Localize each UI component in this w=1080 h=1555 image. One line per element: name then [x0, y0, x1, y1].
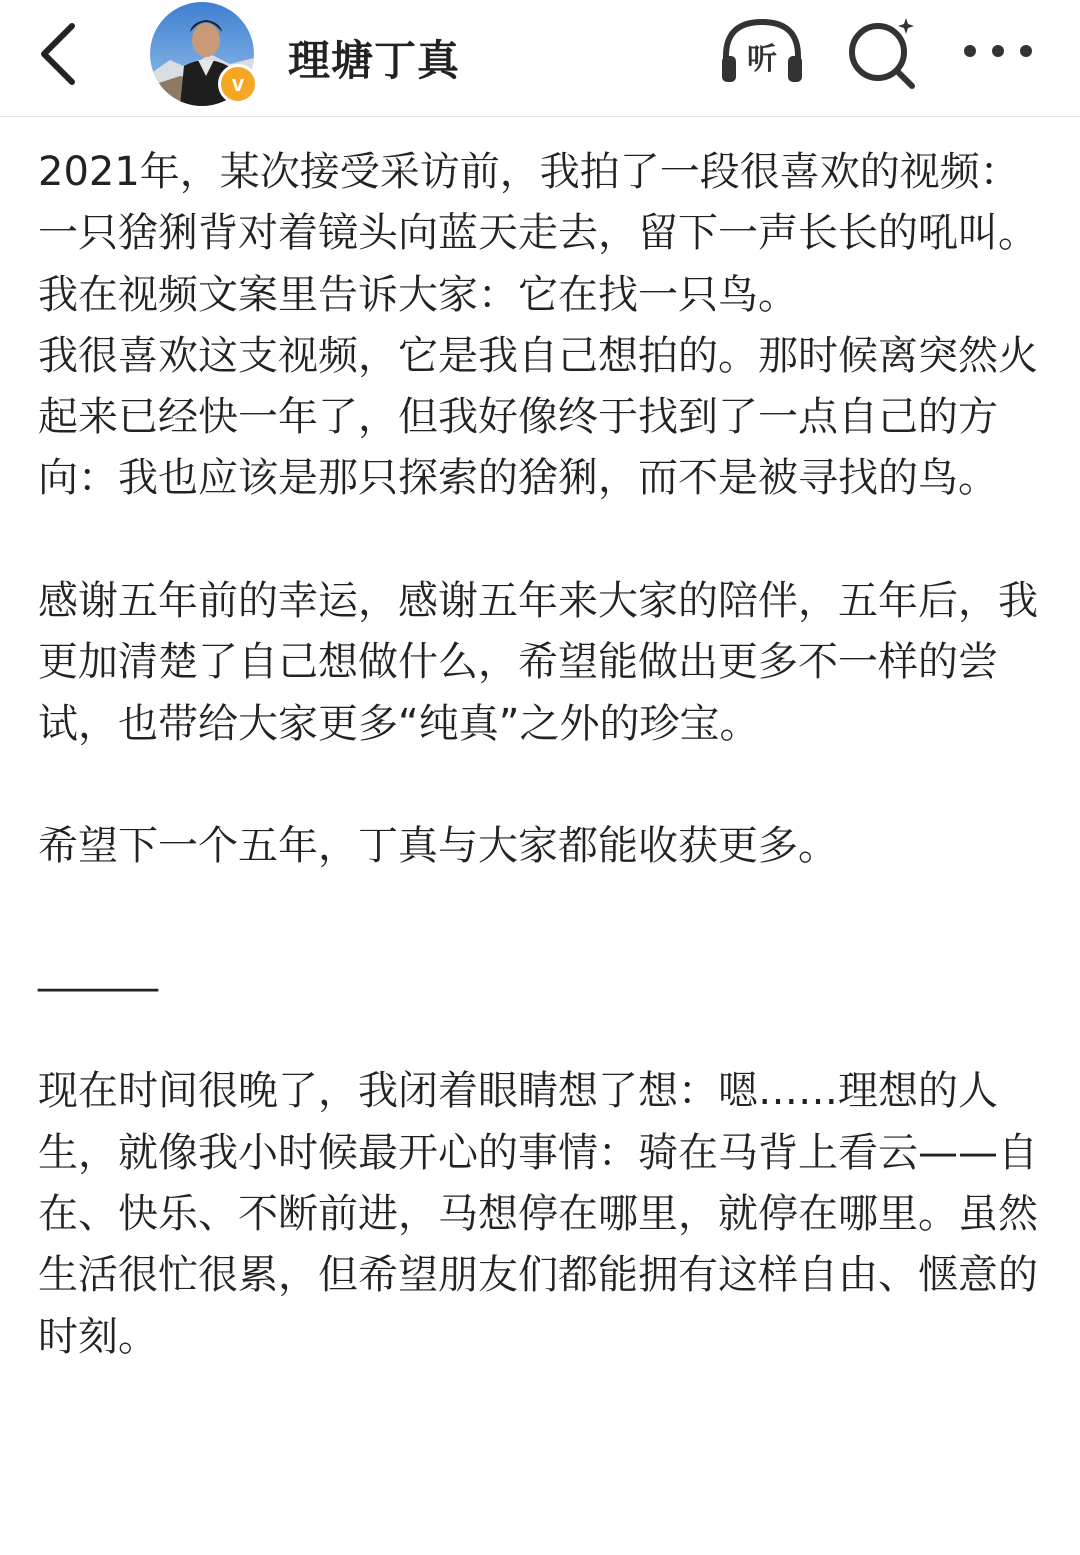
paragraph-gap [38, 755, 1048, 816]
post-content [38, 142, 1048, 1368]
chevron-left-icon [28, 18, 92, 90]
paragraph-gap [38, 1000, 1048, 1061]
top-nav-bar [0, 0, 1080, 117]
search-icon [844, 14, 920, 90]
listen-button[interactable] [718, 16, 806, 88]
username[interactable]: 理塘丁真 [288, 36, 461, 85]
watermark-overlay [470, 1480, 710, 1555]
paragraph-gap [38, 510, 1048, 571]
back-button[interactable] [28, 18, 92, 90]
post-paragraph: 2021年，某次接受采访前，我拍了一段很喜欢的视频：一只猞猁背对着镜头向蓝天走去，留下一声长长的吼叫。我在视频文案里告诉大家：它在找一只鸟。 [38, 149, 1038, 318]
verified-badge: v [218, 64, 258, 104]
more-horizontal-icon [958, 26, 1038, 76]
post-paragraph: 感谢五年前的幸运，感谢五年来大家的陪伴，五年后，我更加清楚了自己想做什么，希望能做出更多不一样的尝试，也带给大家更多“纯真”之外的珍宝。 [38, 578, 1038, 747]
paragraph-gap [38, 878, 1048, 939]
post-paragraph: 希望下一个五年，丁真与大家都能收获更多。 [38, 823, 838, 870]
listen-label: 听 [747, 42, 777, 77]
post-paragraph: 我很喜欢这支视频，它是我自己想拍的。那时候离突然火起来已经快一年了，但我好像终于找到了一点自己的方向：我也应该是那只探索的猞猁，而不是被寻找的鸟。 [38, 332, 1038, 502]
search-button[interactable] [844, 14, 920, 90]
post-divider: ______ [38, 945, 158, 992]
more-button[interactable] [958, 26, 1038, 76]
post-paragraph: 现在时间很晚了，我闭着眼睛想了想：嗯……理想的人生，就像我小时候最开心的事情：骑在马背上看云——自在、快乐、不断前进，马想停在哪里，就停在哪里。虽然生活很忙很累，但希望朋友们都能拥有这样自由、惬意的时刻。 [38, 1068, 1038, 1360]
avatar[interactable] [150, 2, 258, 108]
